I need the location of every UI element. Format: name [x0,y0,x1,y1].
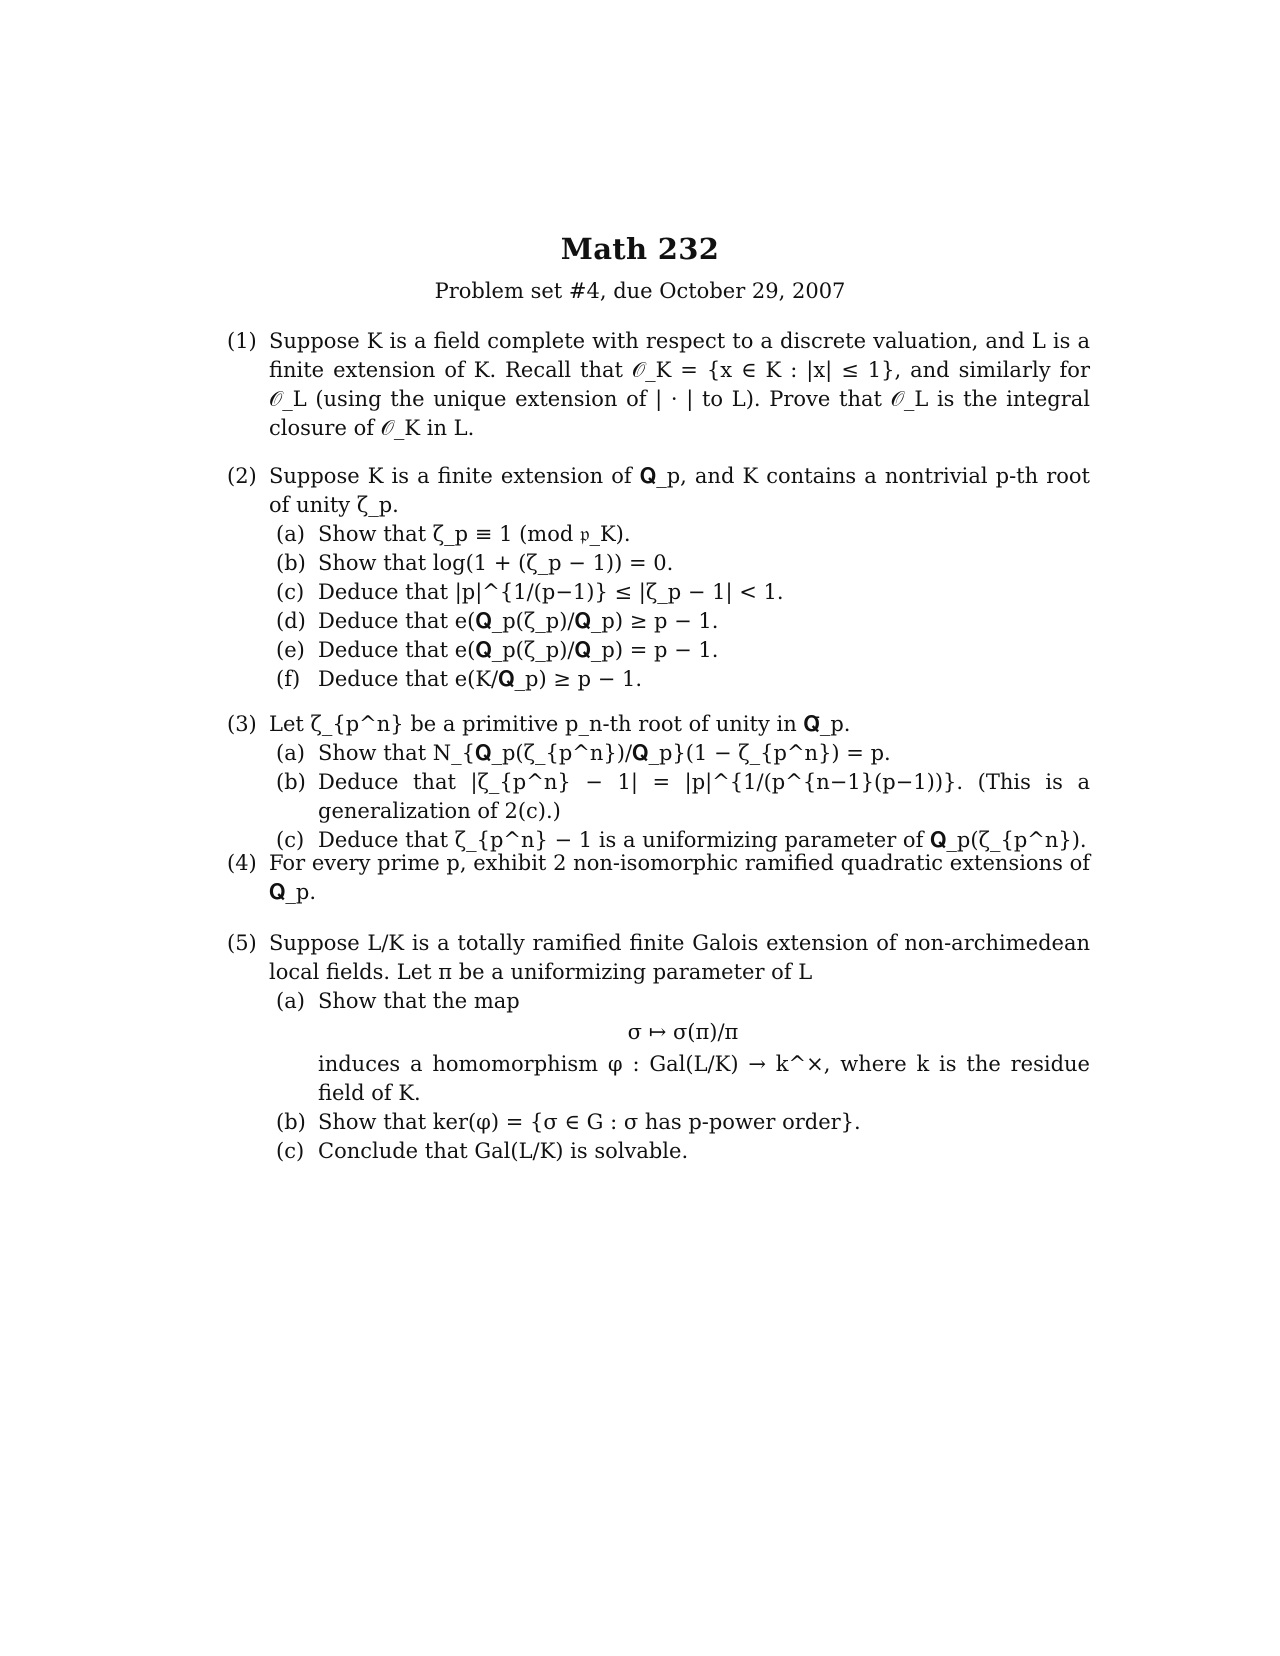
part-item [276,739,1090,768]
part-item [276,987,1090,1108]
problem-text: Let ζ_{p^n} be a primitive p_n-th root of unity in 𝐐̄_p. [269,712,851,736]
part-item [276,549,1090,578]
problem-3 [227,710,1090,855]
display-equation: σ ↦ σ(π)/π [627,1020,739,1044]
part-text: Deduce that e(𝐐_p(ζ_p)/𝐐_p) = p − 1. [318,638,719,662]
part-label: (b) [276,1110,306,1134]
part-item [276,520,1090,549]
part-item [276,578,1090,607]
part-text: Deduce that e(𝐐_p(ζ_p)/𝐐_p) ≥ p − 1. [318,609,719,633]
part-label: (c) [276,828,305,852]
problem-4 [227,849,1090,907]
part-label: (d) [276,609,306,633]
problem-text: Suppose L/K is a totally ramified finite Galois extension of non-archimedean local fields. Let π be a uniformizing parameter of L [269,931,1090,984]
problem-text: Suppose K is a finite extension of 𝐐_p, and K contains a nontrivial p-th root of unity ζ_p. [269,464,1090,517]
part-continuation: induces a homomorphism φ : Gal(L/K) → k^×, where k is the residue field of K. [318,1052,1090,1105]
part-label: (b) [276,551,306,575]
part-item [276,636,1090,665]
part-item [276,607,1090,636]
problem-number: (2) [227,464,257,488]
part-text: Conclude that Gal(L/K) is solvable. [318,1139,689,1163]
problem-number: (3) [227,712,257,736]
part-item [276,665,1090,694]
part-label: (a) [276,522,305,546]
part-label: (b) [276,770,306,794]
part-text: Show that ker(φ) = {σ ∈ G : σ has p-power order}. [318,1110,861,1134]
part-text: Show that ζ_p ≡ 1 (mod 𝔭_K). [318,522,631,546]
problem-1 [227,327,1090,443]
part-label: (e) [276,638,305,662]
part-text: Deduce that |p|^{1/(p−1)} ≤ |ζ_p − 1| < 1. [318,580,784,604]
part-text: Show that N_{𝐐_p(ζ_{p^n})/𝐐_p}(1 − ζ_{p^n}) = p. [318,741,891,765]
part-label: (a) [276,989,305,1013]
part-text: Deduce that |ζ_{p^n} − 1| = |p|^{1/(p^{n−1}(p−1))}. (This is a generalization of 2(c).) [318,770,1090,823]
part-label: (f) [276,667,301,691]
problem-2 [227,462,1090,694]
part-text: Show that the map [318,989,520,1013]
problem-text: For every prime p, exhibit 2 non-isomorphic ramified quadratic extensions of 𝐐_p. [269,851,1090,904]
part-label: (a) [276,741,305,765]
part-text: Show that log(1 + (ζ_p − 1)) = 0. [318,551,674,575]
problem-parts [276,987,1090,1166]
page-title: Math 232 [560,232,720,266]
problem-number: (1) [227,329,257,353]
part-item [276,1108,1090,1137]
problem-number: (4) [227,851,257,875]
problem-parts [276,520,1090,694]
problem-number: (5) [227,931,257,955]
problem-text: Suppose K is a field complete with respect to a discrete valuation, and L is a finite extension of K. Recall that 𝒪_K = {x ∈ K : |x| ≤ 1}, and similarly for 𝒪_L (using the unique extension of | · | to L). Prove that 𝒪_L is the integral closure of 𝒪_K in L. [269,329,1090,440]
problem-parts [276,739,1090,855]
part-item [276,768,1090,826]
part-text: Deduce that e(K/𝐐_p) ≥ p − 1. [318,667,643,691]
part-text: Deduce that ζ_{p^n} − 1 is a uniformizing parameter of 𝐐_p(ζ_{p^n}). [318,828,1087,852]
part-label: (c) [276,1139,305,1163]
part-label: (c) [276,580,305,604]
page-subtitle: Problem set #4, due October 29, 2007 [434,279,846,303]
part-item [276,1137,1090,1166]
problem-5 [227,929,1090,1166]
